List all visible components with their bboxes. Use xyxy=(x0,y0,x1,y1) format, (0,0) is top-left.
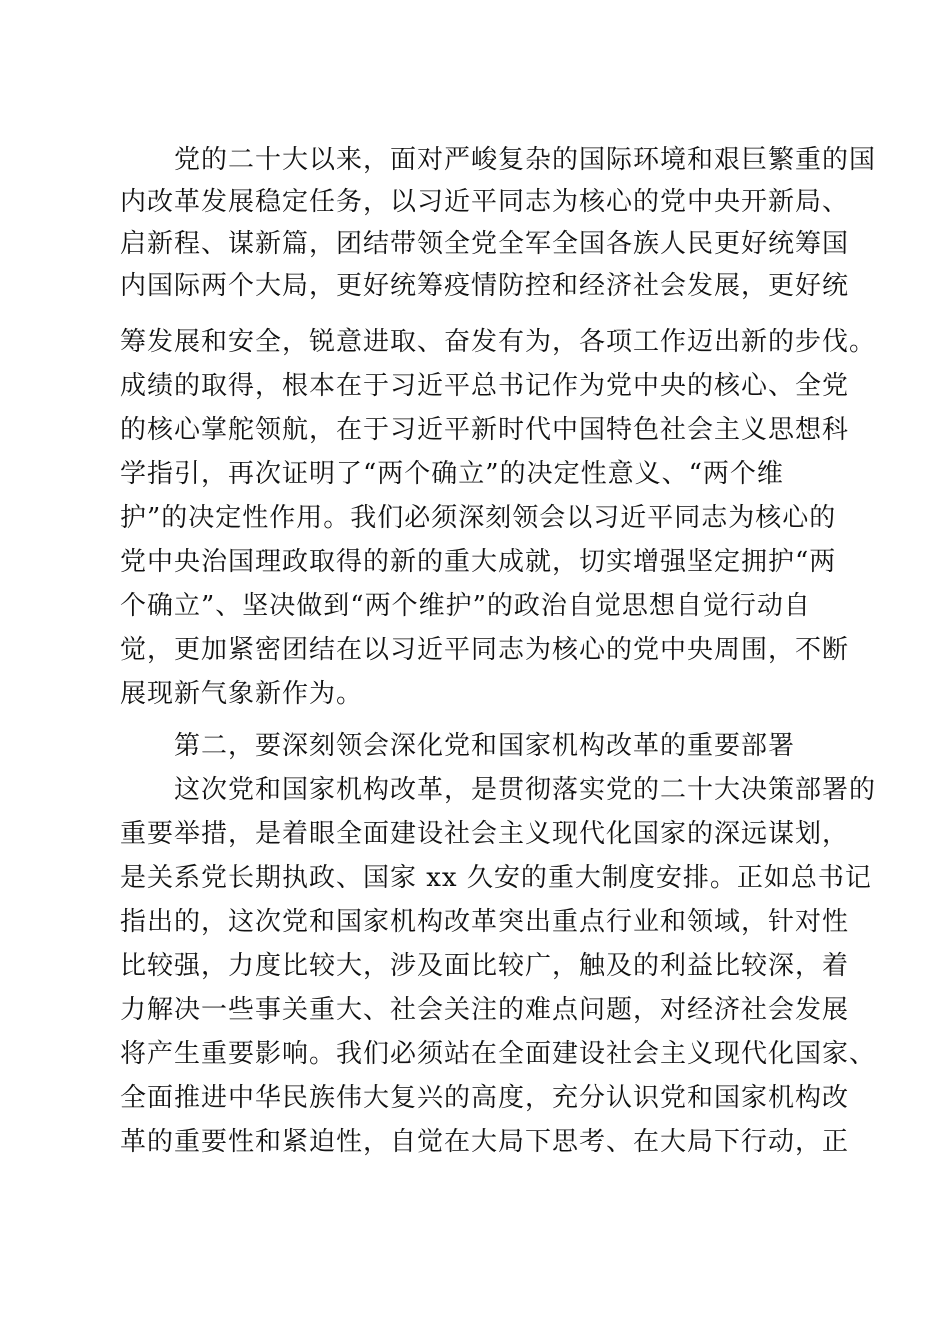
text-line: 学指引，再次证明了“两个确立”的决定性意义、“两个维 xyxy=(120,459,784,489)
text-line: 觉，更加紧密团结在以习近平同志为核心的党中央周围，不断 xyxy=(120,635,850,665)
text-line: 将产生重要影响。我们必须站在全面建设社会主义现代化国家、 xyxy=(120,1039,877,1069)
text-line: 比较强，力度比较大，涉及面比较广，触及的利益比较深，着 xyxy=(120,951,850,981)
text-line: 内国际两个大局，更好统筹疫情防控和经济社会发展，更好统 xyxy=(120,271,850,301)
text-line: 个确立”、坚决做到“两个维护”的政治自觉思想自觉行动自 xyxy=(120,591,811,621)
text-line: 的核心掌舵领航，在于习近平新时代中国特色社会主义思想科 xyxy=(120,415,850,445)
text-line: 这次党和国家机构改革，是贯彻落实党的二十大决策部署的 xyxy=(120,775,877,805)
text-line: 革的重要性和紧迫性，自觉在大局下思考、在大局下行动，正 xyxy=(120,1127,850,1157)
text-line: 内改革发展稳定任务，以习近平同志为核心的党中央开新局、 xyxy=(120,187,850,217)
text-line: 是关系党长期执政、国家 xx 久安的重大制度安排。正如总书记 xyxy=(120,863,872,893)
text-line: 党中央治国理政取得的新的重大成就，切实增强坚定拥护“两 xyxy=(120,547,837,577)
text-line: 成绩的取得，根本在于习近平总书记作为党中央的核心、全党 xyxy=(120,371,850,401)
text-line: 指出的，这次党和国家机构改革突出重点行业和领域，针对性 xyxy=(120,907,850,937)
text-line: 护”的决定性作用。我们必须深刻领会以习近平同志为核心的 xyxy=(120,503,837,533)
text-line: 展现新气象新作为。 xyxy=(120,679,364,709)
text-line: 力解决一些事关重大、社会关注的难点问题，对经济社会发展 xyxy=(120,995,850,1025)
section-heading: 第二，要深刻领会深化党和国家机构改革的重要部署 xyxy=(120,731,796,761)
text-line: 全面推进中华民族伟大复兴的高度，充分认识党和国家机构改 xyxy=(120,1083,850,1113)
text-line: 筹发展和安全，锐意进取、奋发有为，各项工作迈出新的步伐。 xyxy=(120,327,877,357)
text-line: 党的二十大以来，面对严峻复杂的国际环境和艰巨繁重的国 xyxy=(120,145,877,175)
text-line: 重要举措，是着眼全面建设社会主义现代化国家的深远谋划， xyxy=(120,819,850,849)
text-line: 启新程、谋新篇，团结带领全党全军全国各族人民更好统筹国 xyxy=(120,229,850,259)
